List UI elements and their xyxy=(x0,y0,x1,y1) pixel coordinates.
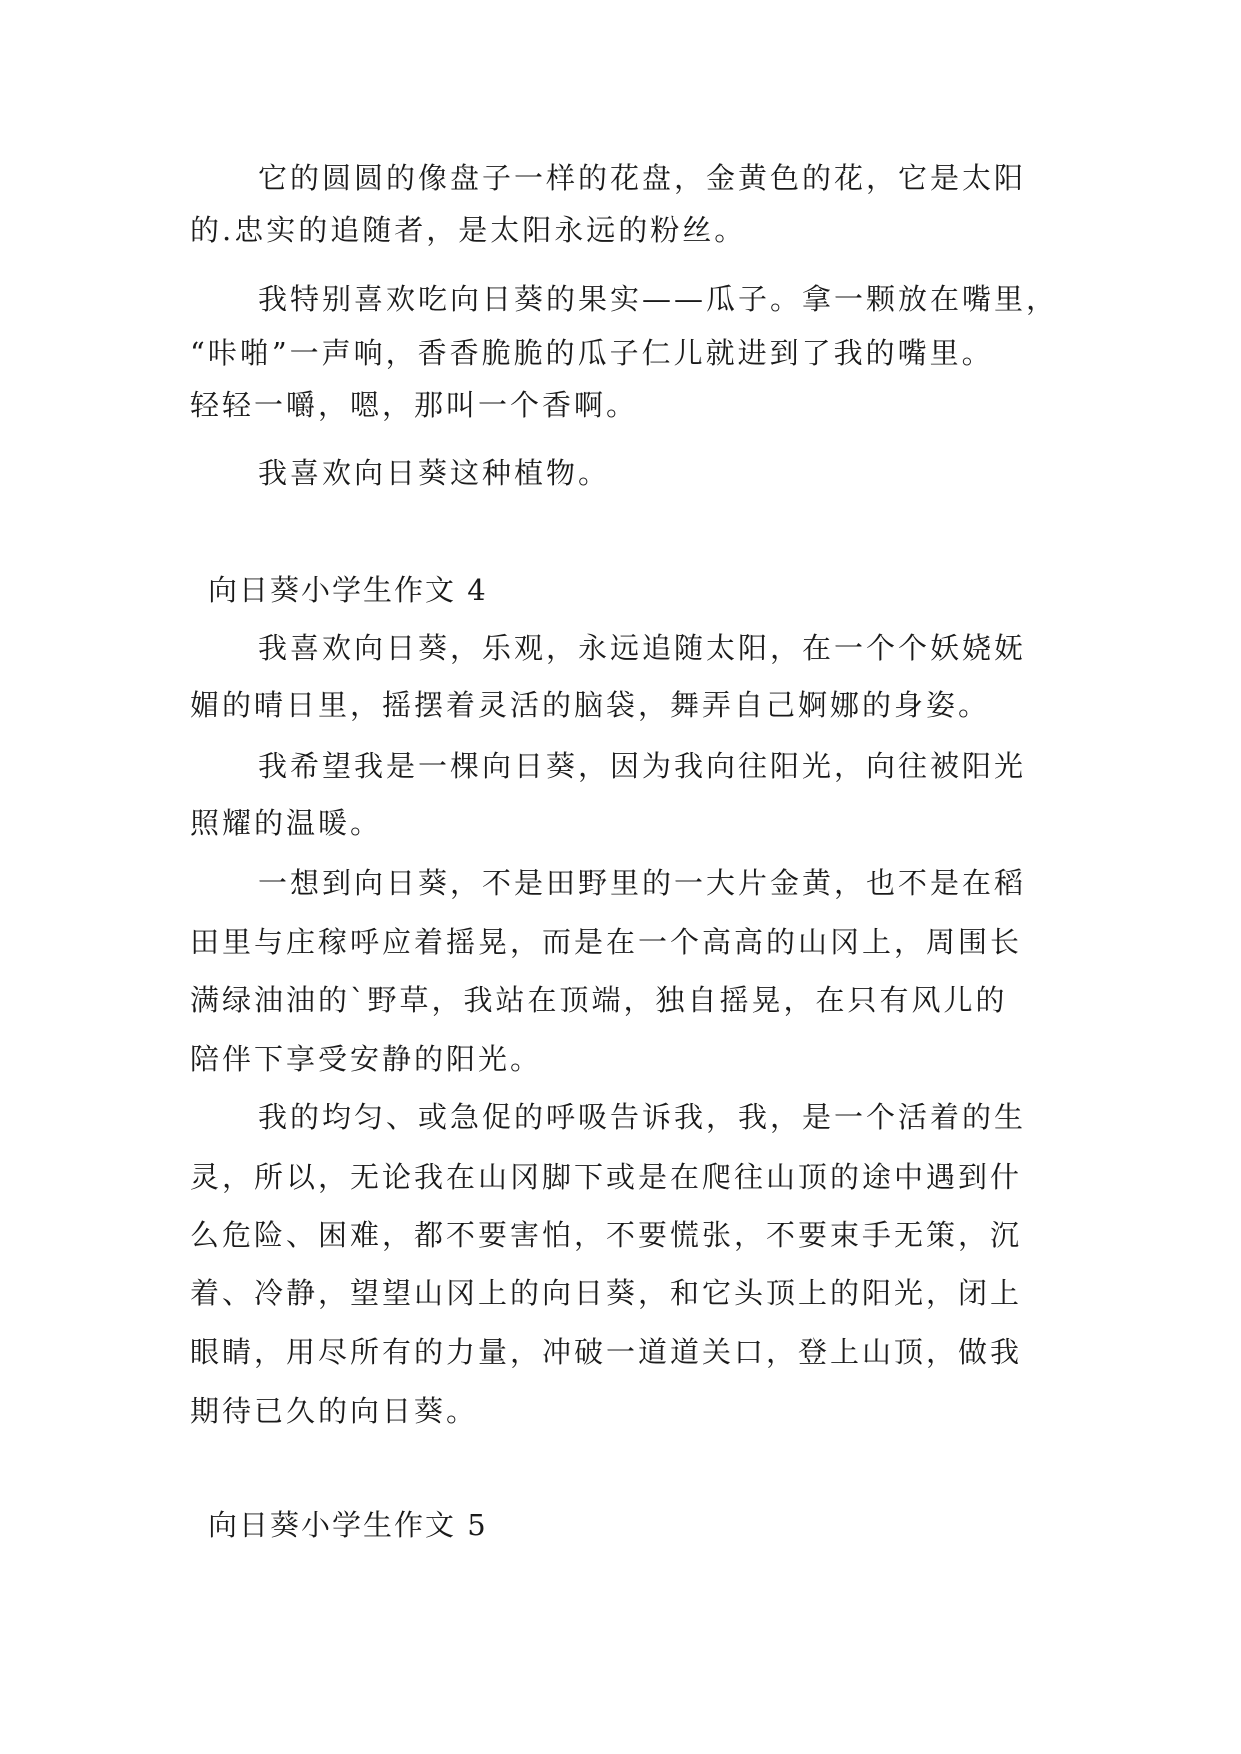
paragraph-line: 我特别喜欢吃向日葵的果实——瓜子。拿一颗放在嘴里， xyxy=(258,282,1059,316)
paragraph-line: 满绿油油的`野草，我站在顶端，独自摇晃，在只有风儿的 xyxy=(190,983,1008,1017)
paragraph-line: “咔啪”一声响，香香脆脆的瓜子仁儿就进到了我的嘴里。 xyxy=(190,336,994,370)
paragraph-line: 我喜欢向日葵这种植物。 xyxy=(258,456,611,490)
paragraph-line: 灵，所以，无论我在山冈脚下或是在爬往山顶的途中遇到什 xyxy=(190,1160,1023,1194)
paragraph-line: 么危险、困难，都不要害怕，不要慌张，不要束手无策，沉 xyxy=(190,1218,1023,1252)
paragraph-line: 我喜欢向日葵，乐观，永远追随太阳，在一个个妖娆妩 xyxy=(258,631,1027,665)
paragraph-line: 我的均匀、或急促的呼吸告诉我，我，是一个活着的生 xyxy=(258,1100,1027,1134)
paragraph-line: 田里与庄稼呼应着摇晃，而是在一个高高的山冈上，周围长 xyxy=(190,925,1023,959)
paragraph-line: 它的圆圆的像盘子一样的花盘，金黄色的花，它是太阳 xyxy=(258,161,1027,195)
paragraph-line: 陪伴下享受安静的阳光。 xyxy=(190,1042,543,1076)
paragraph-line: 媚的晴日里，摇摆着灵活的脑袋，舞弄自己婀娜的身姿。 xyxy=(190,688,991,722)
section-heading: 向日葵小学生作文 4 xyxy=(208,573,488,607)
paragraph-line: 眼睛，用尽所有的力量，冲破一道道关口，登上山顶，做我 xyxy=(190,1335,1023,1369)
paragraph-line: 着、冷静，望望山冈上的向日葵，和它头顶上的阳光，闭上 xyxy=(190,1276,1023,1310)
paragraph-line: 一想到向日葵，不是田野里的一大片金黄，也不是在稻 xyxy=(258,866,1027,900)
paragraph-line: 我希望我是一棵向日葵，因为我向往阳光，向往被阳光 xyxy=(258,749,1027,783)
paragraph-line: 期待已久的向日葵。 xyxy=(190,1394,479,1428)
paragraph-line: 的.忠实的追随者，是太阳永远的粉丝。 xyxy=(190,213,747,247)
paragraph-line: 轻轻一嚼，嗯，那叫一个香啊。 xyxy=(190,388,639,422)
paragraph-line: 照耀的温暖。 xyxy=(190,806,383,840)
section-heading: 向日葵小学生作文 5 xyxy=(208,1508,488,1542)
